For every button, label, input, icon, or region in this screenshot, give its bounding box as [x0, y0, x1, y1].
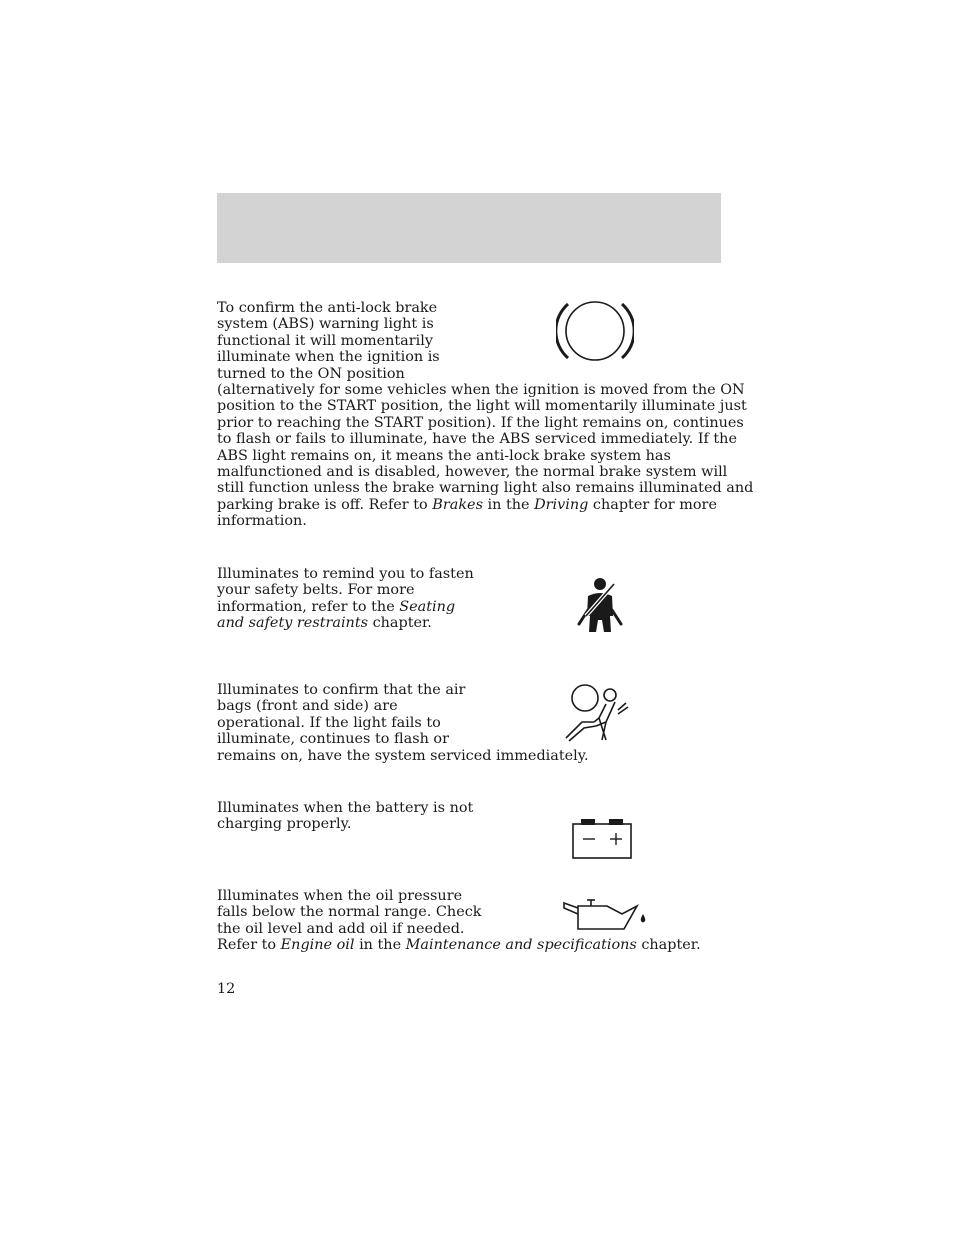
battery-description: Illuminates when the battery is not charging properly. [217, 800, 474, 833]
oil-can-icon [562, 896, 648, 932]
oil-description: Illuminates when the oil pressure falls below the normal range. Check the oil level and add oil if needed. Refer to Engine oil in the Maintenance and specifications chapter. [217, 888, 701, 954]
airbag-description: Illuminates to confirm that the air bags (front and side) are operational. If the light fails to illuminate, continues to flash or remains on, have the system serviced immediately. [217, 682, 589, 764]
abs-description: To confirm the anti-lock brake system (ABS) warning light is functional it will momentarily illuminate when the ignition is turned to the ON position (alternatively for some vehicles when the ignition is moved from the ON position to the START position, the light will momentarily illuminate just prior to reaching the START position). If the light remains on, continues to flash or fails to illuminate, have the ABS serviced immediately. If the ABS light remains on, it means the anti-lock brake system has malfunctioned and is disabled, however, the normal brake system will still function unless the brake warning light also remains illuminated and parking brake is off. Refer to Brakes in the Driving chapter for more information. [217, 300, 754, 530]
airbag-icon [562, 682, 632, 744]
abs-warning-icon [556, 300, 634, 364]
battery-icon [572, 818, 634, 860]
seatbelt-description: Illuminates to remind you to fasten your safety belts. For more information, refer to the Seating and safety restraints chapter. [217, 566, 474, 632]
section-header-band [217, 193, 721, 263]
seatbelt-icon [576, 576, 624, 636]
page-number: 12 [217, 981, 236, 997]
